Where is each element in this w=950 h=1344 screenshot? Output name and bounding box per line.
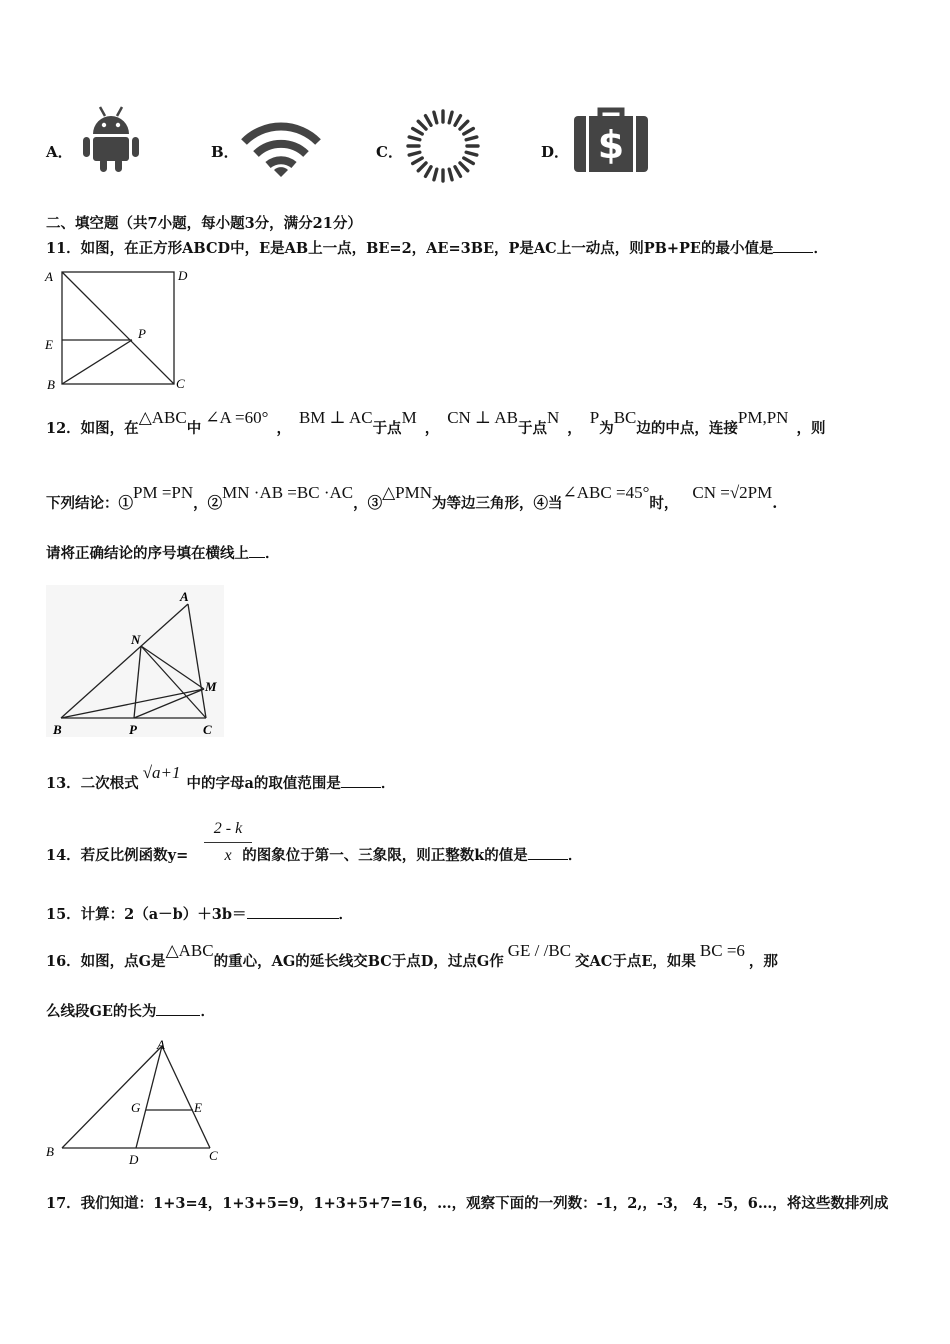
text: 时， — [649, 495, 679, 512]
question-15 — [46, 903, 353, 924]
label-g: G — [131, 1100, 141, 1115]
math: CN =√2PM — [692, 483, 773, 502]
label-p: P — [129, 722, 137, 737]
math: CN ⊥ AB — [447, 408, 518, 427]
text: 于点 — [372, 420, 402, 437]
label-e: E — [194, 1100, 202, 1115]
text: 于点 — [517, 420, 547, 437]
label-a: A — [45, 269, 53, 284]
wifi-icon — [240, 118, 322, 178]
text: ， — [276, 420, 291, 437]
label-e: E — [45, 337, 53, 352]
text: . — [772, 495, 778, 512]
option-d-label: D． — [541, 143, 570, 161]
label-b: B — [53, 722, 62, 737]
text: 交AC于点E，如果 — [575, 953, 696, 970]
text: ． — [380, 775, 396, 792]
math: ∠A =60° — [205, 408, 269, 427]
text: 边的中点，连接 — [636, 420, 738, 437]
text: 的图象位于第一、三象限，则正整数k的值是 — [242, 847, 528, 864]
text: 么线段GE的长为 — [46, 1003, 157, 1020]
answer-blank — [528, 847, 568, 860]
answer-blank — [156, 1003, 200, 1016]
math: GE / /BC — [507, 941, 572, 960]
text: ，③ — [353, 495, 383, 512]
question-13 — [46, 763, 396, 793]
text: 为 — [599, 420, 614, 437]
triangle-figure-12 — [46, 585, 224, 737]
math: △ABC — [138, 408, 187, 427]
text: 为等边三角形，④当 — [432, 495, 563, 512]
label-a: A — [157, 1037, 165, 1052]
math: MN ·AB =BC ·AC — [222, 483, 354, 502]
text: ，② — [193, 495, 223, 512]
answer-blank — [773, 240, 813, 253]
text: 13．二次根式 — [46, 775, 139, 792]
money-bag-icon — [572, 106, 652, 174]
text: 15．计算：2（a－b）＋3b＝ — [46, 906, 247, 923]
question-11-end: ． — [813, 240, 828, 257]
svg-text:$: $ — [597, 123, 625, 167]
text: ． — [200, 1003, 215, 1020]
text: ， — [424, 420, 440, 437]
android-icon — [82, 104, 140, 174]
text: 14．若反比例函数y= — [46, 847, 189, 864]
math: N — [546, 408, 560, 427]
math: M — [401, 408, 417, 427]
math: P — [589, 408, 600, 427]
question-17: 17．我们知道：1+3=4，1+3+5=9，1+3+5+7=16，…，观察下面的一列数：-1，2,，-3， 4，-5，6…，将这些数排列成 — [46, 1195, 889, 1212]
option-b-label: B． — [211, 143, 239, 161]
question-14 — [46, 844, 582, 865]
answer-blank — [341, 775, 381, 788]
label-b: B — [47, 377, 55, 392]
math: ∠ABC =45° — [562, 483, 650, 502]
radical-expression: √a+1 — [142, 763, 181, 782]
label-c: C — [203, 722, 212, 737]
label-n: N — [131, 632, 141, 647]
math: △ABC — [165, 941, 214, 960]
text: ． — [567, 847, 583, 864]
question-11-text: 11．如图，在正方形ABCD中，E是AB上一点，BE=2，AE=3BE，P是AC上一动点，则PB+PE的最小值是 — [46, 240, 774, 257]
label-d: D — [129, 1152, 139, 1167]
math: BM ⊥ AC — [298, 408, 373, 427]
fraction-denominator: x — [224, 847, 232, 864]
square-figure — [40, 264, 200, 394]
math: BC =6 — [699, 941, 745, 960]
text: 的重心，AG的延长线交BC于点D，过点G作 — [213, 953, 504, 970]
sunburst-icon — [402, 108, 484, 184]
fraction-numerator: 2 - k — [213, 820, 243, 837]
label-d: D — [178, 268, 188, 283]
math: BC — [613, 408, 637, 427]
text: 下列结论：① — [46, 495, 133, 512]
label-b: B — [46, 1144, 54, 1159]
text: ，则 — [796, 420, 826, 437]
question-12-line1 — [46, 408, 826, 438]
text: 请将正确结论的序号填在横线上 — [46, 545, 249, 562]
text: ， — [567, 420, 582, 437]
question-12-line2 — [46, 483, 778, 513]
text: 中的字母a的取值范围是 — [186, 775, 341, 792]
text: ． — [338, 906, 354, 923]
option-a-label: A． — [46, 143, 73, 161]
question-16-line1 — [46, 941, 778, 971]
fraction-bar — [204, 842, 252, 843]
label-p: P — [138, 326, 146, 341]
text: 16．如图，点G是 — [46, 953, 166, 970]
triangle-figure-16 — [42, 1036, 232, 1170]
text: 12．如图，在 — [46, 420, 139, 437]
math: △PMN — [382, 483, 433, 502]
answer-blank — [249, 545, 265, 558]
math: PM =PN — [133, 483, 194, 502]
option-c-label: C． — [376, 143, 403, 161]
label-c: C — [209, 1148, 218, 1163]
section-title: 二、填空题（共7小题，每小题3分，满分21分） — [46, 215, 362, 232]
math: PM,PN — [737, 408, 789, 427]
text: ． — [265, 545, 280, 562]
label-c: C — [176, 376, 185, 391]
question-12-line3 — [46, 542, 280, 563]
label-m: M — [205, 679, 217, 694]
answer-blank — [247, 906, 339, 919]
text: ，那 — [748, 953, 778, 970]
label-a: A — [180, 589, 189, 604]
question-11 — [46, 237, 828, 258]
text: 中 — [186, 420, 202, 437]
question-16-line2 — [46, 1000, 215, 1021]
